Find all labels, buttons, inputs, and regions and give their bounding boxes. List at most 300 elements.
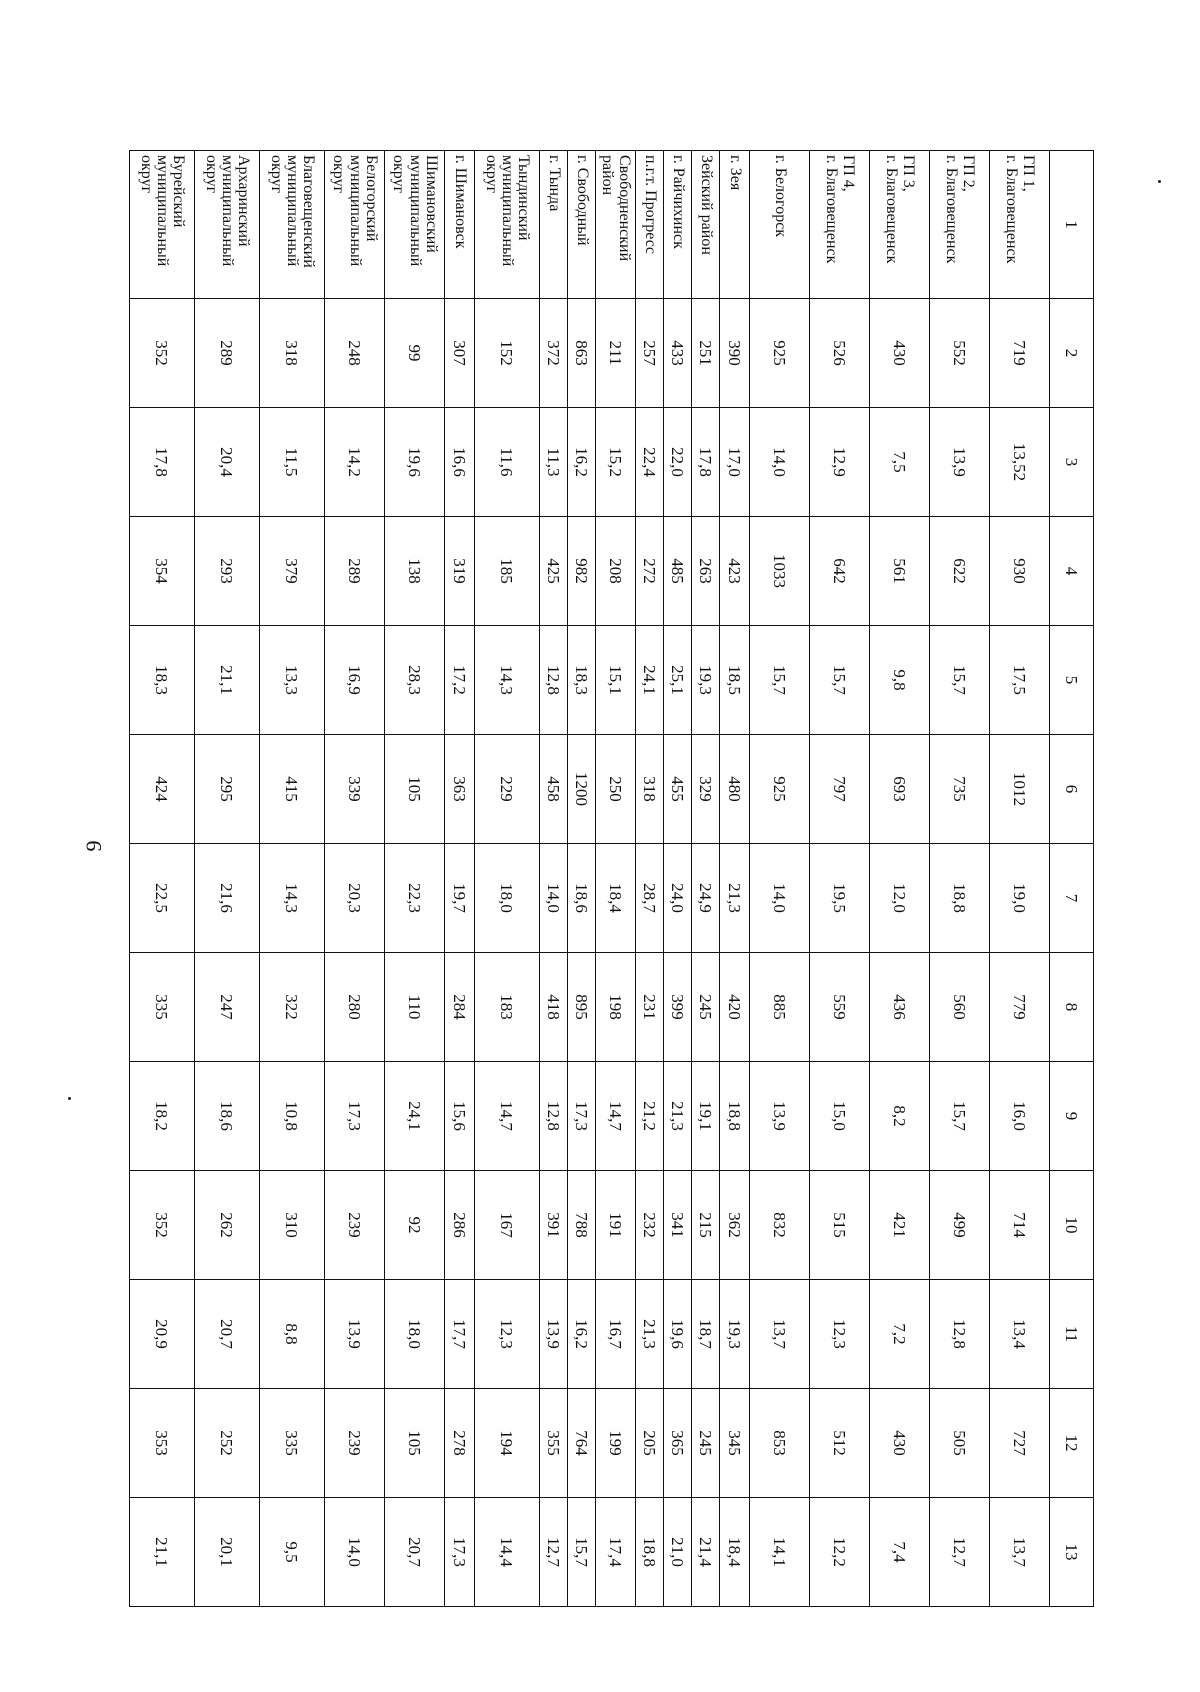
value-cell: 353 (130, 1389, 195, 1498)
value-cell: 28,3 (385, 626, 445, 735)
value-cell: 719 (990, 299, 1050, 408)
value-cell: 329 (692, 735, 720, 844)
value-cell: 18,7 (692, 1280, 720, 1389)
value-cell: 420 (720, 953, 750, 1062)
row-name-line: г. Свободный (573, 155, 591, 246)
row-name-line: Шимановский (422, 155, 440, 253)
value-cell: 15,2 (596, 408, 636, 517)
value-cell: 9,8 (870, 626, 930, 735)
value-cell: 853 (750, 1389, 810, 1498)
value-cell: 365 (664, 1389, 692, 1498)
value-cell: 17,4 (596, 1498, 636, 1607)
row-name-line: Архаринский (235, 155, 253, 247)
value-cell: 318 (260, 299, 325, 408)
scan-speck (1158, 180, 1161, 183)
value-cell: 455 (664, 735, 692, 844)
row-name-line: Бурейский (170, 155, 188, 228)
row-name-line: г. Райчихинск (669, 155, 687, 249)
value-cell: 20,7 (385, 1498, 445, 1607)
value-cell: 15,7 (810, 626, 870, 735)
value-cell: 14,0 (325, 1498, 385, 1607)
row-name-line: г. Шимановск (451, 155, 469, 249)
row-name-line: г. Благовещенск (823, 155, 841, 264)
value-cell: 20,4 (195, 408, 260, 517)
value-cell: 14,0 (750, 408, 810, 517)
header-row (1050, 151, 1094, 1607)
value-cell: 24,1 (636, 626, 664, 735)
table-row (636, 151, 664, 1607)
value-cell: 7,4 (870, 1498, 930, 1607)
row-name-line: округ (267, 155, 285, 194)
value-cell: 211 (596, 299, 636, 408)
value-cell: 714 (990, 1171, 1050, 1280)
value-cell: 17,5 (990, 626, 1050, 735)
row-name-line: муниципальный (219, 155, 237, 267)
row-name-line: п.г.т. Прогресс (641, 155, 659, 254)
value-cell: 14,3 (260, 844, 325, 953)
value-cell: 21,2 (636, 1062, 664, 1171)
value-cell: 930 (990, 517, 1050, 626)
page-number: 9 (81, 840, 106, 852)
row-name-line: округ (482, 155, 500, 194)
row-name-cell (260, 151, 325, 299)
value-cell: 12,8 (540, 1062, 568, 1171)
value-cell: 15,7 (750, 626, 810, 735)
row-name-cell (930, 151, 990, 299)
value-cell: 18,5 (720, 626, 750, 735)
value-cell: 17,0 (720, 408, 750, 517)
row-name-line: муниципальный (284, 155, 302, 267)
value-cell: 18,4 (596, 844, 636, 953)
value-cell: 355 (540, 1389, 568, 1498)
row-name-line: округ (202, 155, 220, 194)
value-cell: 239 (325, 1171, 385, 1280)
value-cell: 7,2 (870, 1280, 930, 1389)
value-cell: 21,3 (720, 844, 750, 953)
row-name-line: муниципальный (154, 155, 172, 267)
value-cell: 433 (664, 299, 692, 408)
value-cell: 12,8 (930, 1280, 990, 1389)
value-cell: 14,1 (750, 1498, 810, 1607)
row-name-line: ГП 4, (839, 155, 857, 192)
value-cell: 18,0 (385, 1280, 445, 1389)
value-cell: 362 (720, 1171, 750, 1280)
value-cell: 16,2 (568, 1280, 596, 1389)
value-cell: 18,4 (720, 1498, 750, 1607)
value-cell: 552 (930, 299, 990, 408)
value-cell: 12,9 (810, 408, 870, 517)
value-cell: 251 (692, 299, 720, 408)
value-cell: 925 (750, 299, 810, 408)
value-cell: 13,3 (260, 626, 325, 735)
value-cell: 25,1 (664, 626, 692, 735)
table-row (385, 151, 445, 1607)
value-cell: 16,0 (990, 1062, 1050, 1171)
value-cell: 12,7 (540, 1498, 568, 1607)
value-cell: 12,7 (930, 1498, 990, 1607)
value-cell: 16,7 (596, 1280, 636, 1389)
value-cell: 19,0 (990, 844, 1050, 953)
value-cell: 21,1 (130, 1498, 195, 1607)
row-name-cell (540, 151, 568, 299)
value-cell: 13,9 (540, 1280, 568, 1389)
value-cell: 22,0 (664, 408, 692, 517)
value-cell: 280 (325, 953, 385, 1062)
value-cell: 16,6 (445, 408, 475, 517)
value-cell: 99 (385, 299, 445, 408)
value-cell: 21,1 (195, 626, 260, 735)
data-table (129, 150, 1094, 1607)
value-cell: 12,0 (870, 844, 930, 953)
value-cell: 18,8 (720, 1062, 750, 1171)
column-number-2: 2 (1050, 299, 1094, 408)
value-cell: 14,7 (475, 1062, 540, 1171)
row-name-cell (130, 151, 195, 299)
value-cell: 339 (325, 735, 385, 844)
value-cell: 391 (540, 1171, 568, 1280)
value-cell: 11,3 (540, 408, 568, 517)
value-cell: 895 (568, 953, 596, 1062)
value-cell: 925 (750, 735, 810, 844)
value-cell: 352 (130, 299, 195, 408)
value-cell: 17,3 (325, 1062, 385, 1171)
value-cell: 17,3 (445, 1498, 475, 1607)
value-cell: 559 (810, 953, 870, 1062)
row-name-cell (750, 151, 810, 299)
value-cell: 24,9 (692, 844, 720, 953)
value-cell: 13,52 (990, 408, 1050, 517)
table-row (664, 151, 692, 1607)
value-cell: 430 (870, 1389, 930, 1498)
value-cell: 247 (195, 953, 260, 1062)
value-cell: 239 (325, 1389, 385, 1498)
value-cell: 8,2 (870, 1062, 930, 1171)
value-cell: 341 (664, 1171, 692, 1280)
value-cell: 13,9 (750, 1062, 810, 1171)
value-cell: 21,3 (636, 1280, 664, 1389)
value-cell: 18,0 (475, 844, 540, 953)
row-name-cell (568, 151, 596, 299)
value-cell: 18,6 (568, 844, 596, 953)
row-name-line: г. Зея (726, 155, 744, 191)
value-cell: 421 (870, 1171, 930, 1280)
value-cell: 229 (475, 735, 540, 844)
value-cell: 248 (325, 299, 385, 408)
row-name-line: округ (137, 155, 155, 194)
value-cell: 24,1 (385, 1062, 445, 1171)
value-cell: 982 (568, 517, 596, 626)
value-cell: 12,3 (810, 1280, 870, 1389)
table-body (130, 151, 1094, 1607)
value-cell: 15,1 (596, 626, 636, 735)
value-cell: 17,3 (568, 1062, 596, 1171)
value-cell: 797 (810, 735, 870, 844)
value-cell: 372 (540, 299, 568, 408)
value-cell: 727 (990, 1389, 1050, 1498)
value-cell: 10,8 (260, 1062, 325, 1171)
table-row (720, 151, 750, 1607)
value-cell: 199 (596, 1389, 636, 1498)
value-cell: 7,5 (870, 408, 930, 517)
value-cell: 764 (568, 1389, 596, 1498)
row-name-cell (475, 151, 540, 299)
value-cell: 15,6 (445, 1062, 475, 1171)
column-number-6: 6 (1050, 735, 1094, 844)
value-cell: 257 (636, 299, 664, 408)
value-cell: 15,7 (930, 626, 990, 735)
value-cell: 335 (260, 1389, 325, 1498)
value-cell: 22,3 (385, 844, 445, 953)
value-cell: 14,4 (475, 1498, 540, 1607)
value-cell: 363 (445, 735, 475, 844)
value-cell: 11,5 (260, 408, 325, 517)
value-cell: 250 (596, 735, 636, 844)
value-cell: 622 (930, 517, 990, 626)
value-cell: 12,8 (540, 626, 568, 735)
value-cell: 458 (540, 735, 568, 844)
value-cell: 13,9 (325, 1280, 385, 1389)
value-cell: 863 (568, 299, 596, 408)
value-cell: 231 (636, 953, 664, 1062)
row-name-line: район (599, 155, 617, 196)
table-row (195, 151, 260, 1607)
row-name-cell (636, 151, 664, 299)
value-cell: 307 (445, 299, 475, 408)
row-name-line: г. Благовещенск (1003, 155, 1021, 264)
value-cell: 14,0 (540, 844, 568, 953)
value-cell: 18,3 (130, 626, 195, 735)
value-cell: 20,1 (195, 1498, 260, 1607)
row-name-cell (596, 151, 636, 299)
value-cell: 9,5 (260, 1498, 325, 1607)
row-name-cell (870, 151, 930, 299)
value-cell: 1033 (750, 517, 810, 626)
row-name-line: г. Тында (545, 155, 563, 212)
row-name-line: округ (330, 155, 348, 194)
value-cell: 18,3 (568, 626, 596, 735)
value-cell: 345 (720, 1389, 750, 1498)
column-number-5: 5 (1050, 626, 1094, 735)
column-number-9: 9 (1050, 1062, 1094, 1171)
table-row (692, 151, 720, 1607)
column-number-12: 12 (1050, 1389, 1094, 1498)
row-name-line: муниципальный (499, 155, 517, 267)
value-cell: 289 (195, 299, 260, 408)
table-row (870, 151, 930, 1607)
column-number-10: 10 (1050, 1171, 1094, 1280)
value-cell: 19,6 (385, 408, 445, 517)
value-cell: 14,2 (325, 408, 385, 517)
value-cell: 735 (930, 735, 990, 844)
value-cell: 15,0 (810, 1062, 870, 1171)
value-cell: 208 (596, 517, 636, 626)
table-row (990, 151, 1050, 1607)
value-cell: 19,6 (664, 1280, 692, 1389)
value-cell: 1200 (568, 735, 596, 844)
value-cell: 319 (445, 517, 475, 626)
value-cell: 19,3 (720, 1280, 750, 1389)
value-cell: 515 (810, 1171, 870, 1280)
value-cell: 152 (475, 299, 540, 408)
row-name-line: Свободненский (615, 155, 633, 262)
table-row (750, 151, 810, 1607)
value-cell: 198 (596, 953, 636, 1062)
column-number-7: 7 (1050, 844, 1094, 953)
value-cell: 693 (870, 735, 930, 844)
value-cell: 245 (692, 1389, 720, 1498)
value-cell: 15,7 (568, 1498, 596, 1607)
value-cell: 191 (596, 1171, 636, 1280)
column-number-11: 11 (1050, 1280, 1094, 1389)
value-cell: 788 (568, 1171, 596, 1280)
value-cell: 17,8 (130, 408, 195, 517)
value-cell: 779 (990, 953, 1050, 1062)
table-row (130, 151, 195, 1607)
value-cell: 17,2 (445, 626, 475, 735)
value-cell: 13,4 (990, 1280, 1050, 1389)
value-cell: 28,7 (636, 844, 664, 953)
value-cell: 92 (385, 1171, 445, 1280)
value-cell: 110 (385, 953, 445, 1062)
value-cell: 21,0 (664, 1498, 692, 1607)
row-name-cell (664, 151, 692, 299)
column-number-8: 8 (1050, 953, 1094, 1062)
value-cell: 194 (475, 1389, 540, 1498)
table-row (445, 151, 475, 1607)
value-cell: 183 (475, 953, 540, 1062)
value-cell: 15,7 (930, 1062, 990, 1171)
row-name-line: муниципальный (346, 155, 364, 267)
value-cell: 295 (195, 735, 260, 844)
column-number-13: 13 (1050, 1498, 1094, 1607)
value-cell: 12,3 (475, 1280, 540, 1389)
value-cell: 24,0 (664, 844, 692, 953)
value-cell: 205 (636, 1389, 664, 1498)
value-cell: 335 (130, 953, 195, 1062)
value-cell: 642 (810, 517, 870, 626)
table-row (475, 151, 540, 1607)
value-cell: 379 (260, 517, 325, 626)
value-cell: 138 (385, 517, 445, 626)
value-cell: 18,6 (195, 1062, 260, 1171)
table-row (568, 151, 596, 1607)
value-cell: 252 (195, 1389, 260, 1498)
value-cell: 322 (260, 953, 325, 1062)
row-name-cell (385, 151, 445, 299)
value-cell: 20,9 (130, 1280, 195, 1389)
table-row (596, 151, 636, 1607)
value-cell: 278 (445, 1389, 475, 1498)
value-cell: 105 (385, 1389, 445, 1498)
value-cell: 105 (385, 735, 445, 844)
value-cell: 423 (720, 517, 750, 626)
value-cell: 21,6 (195, 844, 260, 953)
value-cell: 832 (750, 1171, 810, 1280)
value-cell: 22,5 (130, 844, 195, 953)
value-cell: 13,7 (750, 1280, 810, 1389)
value-cell: 14,7 (596, 1062, 636, 1171)
value-cell: 19,3 (692, 626, 720, 735)
value-cell: 310 (260, 1171, 325, 1280)
row-name-line: муниципальный (406, 155, 424, 267)
table-row (325, 151, 385, 1607)
value-cell: 352 (130, 1171, 195, 1280)
value-cell: 167 (475, 1171, 540, 1280)
rotated-table-container (137, 150, 1094, 1606)
row-name-cell (195, 151, 260, 299)
value-cell: 18,8 (930, 844, 990, 953)
table-row (260, 151, 325, 1607)
value-cell: 232 (636, 1171, 664, 1280)
row-name-cell (810, 151, 870, 299)
value-cell: 512 (810, 1389, 870, 1498)
value-cell: 430 (870, 299, 930, 408)
value-cell: 17,8 (692, 408, 720, 517)
row-name-cell (692, 151, 720, 299)
value-cell: 262 (195, 1171, 260, 1280)
value-cell: 14,3 (475, 626, 540, 735)
value-cell: 415 (260, 735, 325, 844)
value-cell: 11,6 (475, 408, 540, 517)
row-name-line: г. Благовещенск (943, 155, 961, 264)
value-cell: 480 (720, 735, 750, 844)
row-name-cell (445, 151, 475, 299)
row-name-cell (990, 151, 1050, 299)
row-name-line: Тындинский (515, 155, 533, 241)
value-cell: 293 (195, 517, 260, 626)
value-cell: 505 (930, 1389, 990, 1498)
value-cell: 1012 (990, 735, 1050, 844)
value-cell: 14,0 (750, 844, 810, 953)
row-name-line: округ (390, 155, 408, 194)
row-name-line: Благовещенский (300, 155, 318, 268)
row-name-line: ГП 2, (959, 155, 977, 192)
value-cell: 8,8 (260, 1280, 325, 1389)
value-cell: 560 (930, 953, 990, 1062)
row-name-line: г. Благовещенск (883, 155, 901, 264)
value-cell: 185 (475, 517, 540, 626)
value-cell: 399 (664, 953, 692, 1062)
row-name-cell (325, 151, 385, 299)
column-number-4: 4 (1050, 517, 1094, 626)
value-cell: 418 (540, 953, 568, 1062)
value-cell: 286 (445, 1171, 475, 1280)
value-cell: 561 (870, 517, 930, 626)
value-cell: 20,3 (325, 844, 385, 953)
value-cell: 424 (130, 735, 195, 844)
value-cell: 18,8 (636, 1498, 664, 1607)
table-row (930, 151, 990, 1607)
column-number-1: 1 (1050, 151, 1094, 299)
value-cell: 289 (325, 517, 385, 626)
value-cell: 354 (130, 517, 195, 626)
value-cell: 318 (636, 735, 664, 844)
value-cell: 20,7 (195, 1280, 260, 1389)
value-cell: 18,2 (130, 1062, 195, 1171)
row-name-line: ГП 3, (899, 155, 917, 192)
row-name-line: Зейский район (697, 155, 715, 255)
value-cell: 17,7 (445, 1280, 475, 1389)
value-cell: 390 (720, 299, 750, 408)
value-cell: 19,7 (445, 844, 475, 953)
row-name-line: г. Белогорск (771, 155, 789, 238)
value-cell: 16,2 (568, 408, 596, 517)
row-name-line: Белогорский (362, 155, 380, 242)
row-name-line: ГП 1, (1019, 155, 1037, 192)
value-cell: 485 (664, 517, 692, 626)
value-cell: 526 (810, 299, 870, 408)
value-cell: 21,4 (692, 1498, 720, 1607)
